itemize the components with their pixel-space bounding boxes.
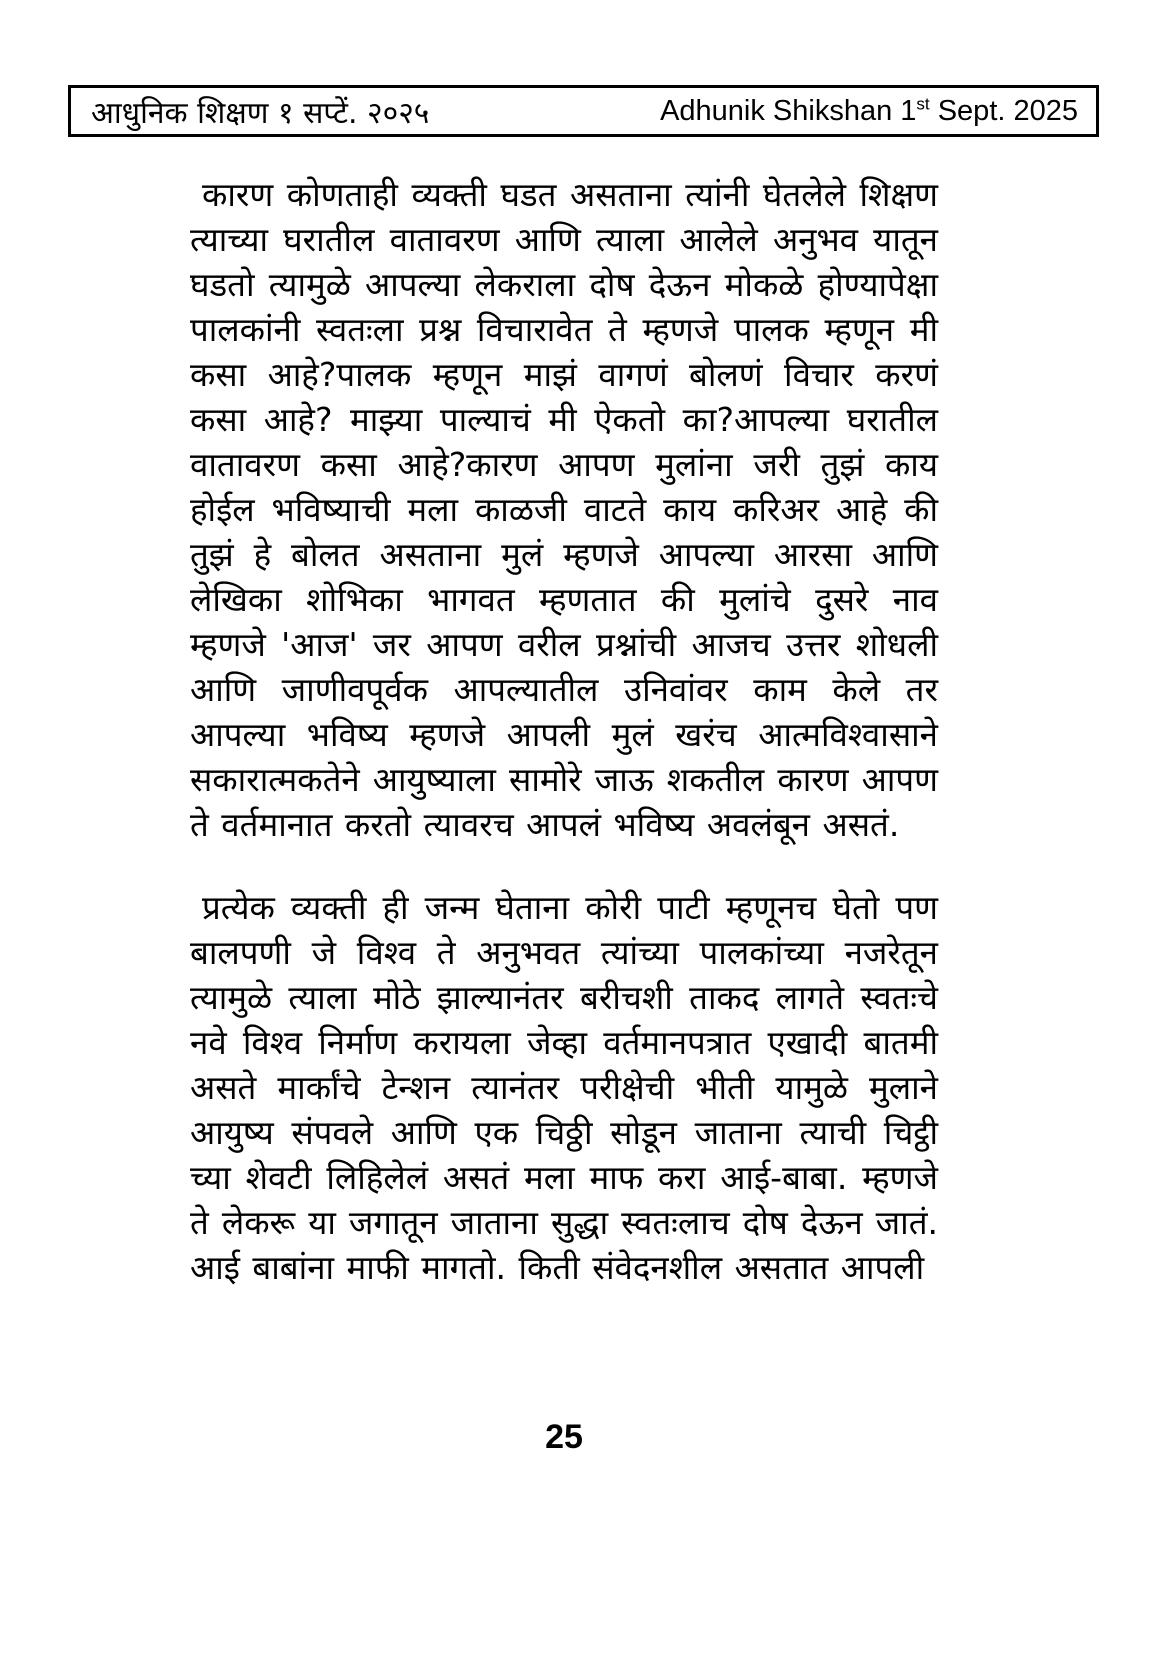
article-paragraph-1: कारण कोणताही व्यक्ती घडत असताना त्यांनी घेतलेले शिक्षण त्याच्या घरातील वातावरण आणि त्याला आलेले अनुभव यातून घडतो त्यामुळे आपल्या लेकराला दोष देऊन मोकळे होण्यापेक्षा पालकांनी स्वतःला प्रश्न विचारावेत ते म्हणजे पालक म्हणून मी कसा आहे?पालक म्हणून माझं वागणं बोलणं विचार करणं कसा आहे? माझ्या पाल्याचं मी ऐकतो का?आपल्या घरातील वातावरण कसा आहे?कारण आपण मुलांना जरी तुझं काय होईल भविष्याची मला काळजी वाटते काय करिअर आहे की तुझं हे बोलत असताना मुलं म्हणजे आपल्या आरसा आणि लेखिका शोभिका भागवत म्हणतात की मुलांचे दुसरे नाव म्हणजे 'आज' जर आपण वरील प्रश्नांची आजच उत्तर शोधली आणि जाणीवपूर्वक आपल्यातील उनिवांवर काम केले तर आपल्या भविष्य म्हणजे आपली मुलं खरंच आत्मविश्वासाने सकारात्मकतेने आयुष्याला सामोरे जाऊ शकतील कारण आपण ते वर्तमानात करतो त्यावरच आपलं भविष्य अवलंबून असतं. — [190, 175, 938, 844]
header-title-ordinal-suffix: st — [916, 93, 930, 113]
article-paragraph-2: प्रत्येक व्यक्ती ही जन्म घेताना कोरी पाटी म्हणूनच घेतो पण बालपणी जे विश्व ते अनुभवत त्यांच्या पालकांच्या नजरेतून त्यामुळे त्याला मोठे झाल्यानंतर बरीचशी ताकद लागते स्वतःचे नवे विश्व निर्माण करायला जेव्हा वर्तमानपत्रात एखादी बातमी असते मार्कांचे टेन्शन त्यानंतर परीक्षेची भीती यामुळे मुलाने आयुष्य संपवले आणि एक चिठ्ठी सोडून जाताना त्याची चिट्ठी च्या शेवटी लिहिलेलं असतं मला माफ करा आई-बाबा. म्हणजे ते लेकरू या जगातून जाताना सुद्धा स्वतःलाच दोष देऊन जातं. आई बाबांना माफी मागतो. किती संवेदनशील असतात आपली — [190, 888, 938, 1287]
header-title-english — [660, 95, 1078, 128]
page-header — [68, 85, 1099, 137]
header-title-marathi: आधुनिक शिक्षण १ सप्टें. २०२५ — [91, 95, 430, 131]
page-number: 25 — [545, 1418, 583, 1456]
header-title-english-main: Adhunik Shikshan 1 — [660, 94, 917, 127]
header-title-english-rest: Sept. 2025 — [929, 94, 1078, 127]
article-body — [190, 172, 938, 1328]
